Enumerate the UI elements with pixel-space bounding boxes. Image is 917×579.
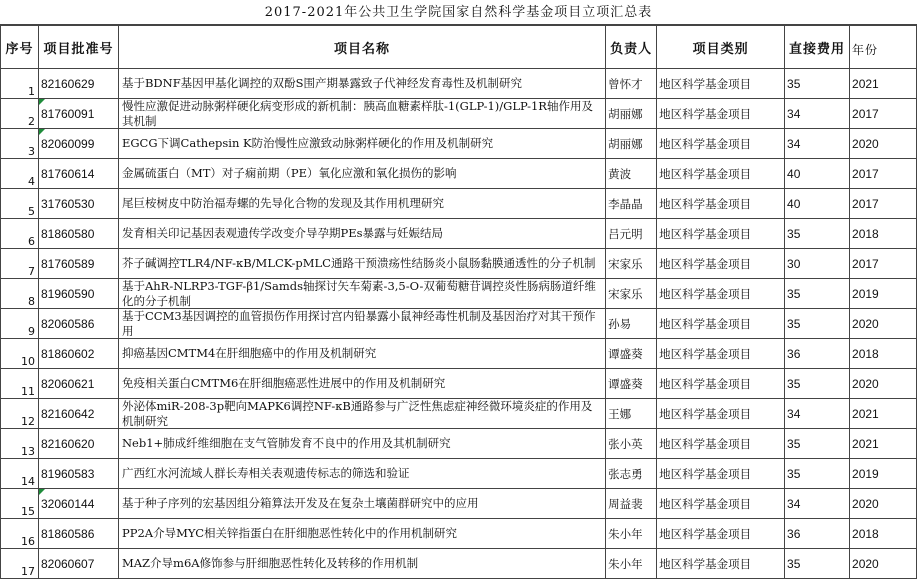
project-number-cell[interactable] xyxy=(38,489,118,519)
row-number-cell[interactable]: 4 xyxy=(1,159,39,189)
table-row xyxy=(1,489,917,519)
project-name-cell[interactable] xyxy=(118,369,605,399)
table-row xyxy=(1,399,917,429)
leader-cell[interactable]: 朱小年 xyxy=(606,519,657,549)
direct-cost-cell[interactable]: 34 xyxy=(785,399,850,429)
table-row xyxy=(1,219,917,249)
leader-cell[interactable]: 朱小年 xyxy=(606,549,657,579)
project-name-cell[interactable] xyxy=(118,279,605,309)
project-name-cell[interactable] xyxy=(118,459,605,489)
header-category[interactable]: 项目类别 xyxy=(657,26,785,69)
project-name-text: EGCG下调Cathepsin K防治慢性应激致动脉粥样硬化的作用及机制研究 xyxy=(121,136,494,150)
table-row xyxy=(1,519,917,549)
leader-cell[interactable]: 谭盛葵 xyxy=(606,369,657,399)
project-number-text: 81860602 xyxy=(40,346,95,361)
table-row xyxy=(1,279,917,309)
row-number-cell[interactable]: 14 xyxy=(1,459,39,489)
leader-cell[interactable]: 曾怀才 xyxy=(606,69,657,99)
row-number-cell[interactable]: 13 xyxy=(1,429,39,459)
project-number-text: 82060099 xyxy=(40,136,95,151)
table-row xyxy=(1,159,917,189)
project-number-cell[interactable] xyxy=(38,249,118,279)
table-row xyxy=(1,249,917,279)
project-number-text: 82160642 xyxy=(40,406,95,421)
project-name-text: MAZ介导m6A修饰参与肝细胞恶性转化及转移的作用机制 xyxy=(121,556,419,570)
row-number-cell[interactable]: 2 xyxy=(1,99,39,129)
project-number-cell[interactable] xyxy=(38,339,118,369)
header-project-name[interactable]: 项目名称 xyxy=(118,26,605,69)
row-number-cell[interactable]: 3 xyxy=(1,129,39,159)
direct-cost-cell[interactable]: 34 xyxy=(785,129,850,159)
project-name-cell[interactable] xyxy=(118,159,605,189)
project-number-cell[interactable] xyxy=(38,369,118,399)
category-cell[interactable]: 地区科学基金项目 xyxy=(657,489,785,519)
direct-cost-cell[interactable]: 35 xyxy=(785,279,850,309)
leader-cell[interactable]: 宋家乐 xyxy=(606,279,657,309)
row-number-cell[interactable]: 1 xyxy=(1,69,39,99)
project-name-cell[interactable] xyxy=(118,519,605,549)
direct-cost-cell[interactable]: 35 xyxy=(785,549,850,579)
leader-cell[interactable]: 谭盛葵 xyxy=(606,339,657,369)
project-name-text: 尾巨桉树皮中防治福寿螺的先导化合物的发现及其作用机理研究 xyxy=(121,196,444,210)
direct-cost-cell[interactable]: 35 xyxy=(785,69,850,99)
project-number-text: 31760530 xyxy=(40,196,95,211)
table-row xyxy=(1,459,917,489)
row-number-cell[interactable]: 16 xyxy=(1,519,39,549)
project-table xyxy=(0,25,917,579)
project-name-cell[interactable] xyxy=(118,339,605,369)
project-number-text: 82160629 xyxy=(40,76,95,91)
project-number-text: 81760091 xyxy=(40,106,95,121)
leader-cell[interactable]: 黄波 xyxy=(606,159,657,189)
year-cell[interactable]: 2020 xyxy=(850,129,917,159)
leader-cell[interactable]: 张志勇 xyxy=(606,459,657,489)
project-number-cell[interactable] xyxy=(38,399,118,429)
leader-cell[interactable]: 王娜 xyxy=(606,399,657,429)
direct-cost-cell[interactable]: 35 xyxy=(785,219,850,249)
table-body xyxy=(1,69,917,579)
project-number-cell[interactable] xyxy=(38,309,118,339)
category-cell[interactable]: 地区科学基金项目 xyxy=(657,549,785,579)
table-row xyxy=(1,429,917,459)
category-cell[interactable]: 地区科学基金项目 xyxy=(657,129,785,159)
project-name-text: 基于AhR-NLRP3-TGF-β1/Samds轴探讨矢车菊素-3,5-O-双葡萄糖苷调控炎性肠病肠道纤维化的分子机制 xyxy=(121,279,596,308)
project-name-text: 芥子碱调控TLR4/NF-κB/MLCK-pMLC通路干预溃疡性结肠炎小鼠肠黏膜通透性的分子机制 xyxy=(121,256,596,270)
project-number-text: 82060621 xyxy=(40,376,95,391)
project-name-cell[interactable] xyxy=(118,249,605,279)
direct-cost-cell[interactable]: 40 xyxy=(785,189,850,219)
table-row xyxy=(1,69,917,99)
project-name-text: 抑癌基因CMTM4在肝细胞癌中的作用及机制研究 xyxy=(121,346,377,360)
project-number-cell[interactable] xyxy=(38,429,118,459)
table-row xyxy=(1,549,917,579)
year-cell[interactable]: 2021 xyxy=(850,69,917,99)
row-number-cell[interactable]: 15 xyxy=(1,489,39,519)
table-row xyxy=(1,369,917,399)
project-number-text: 81960590 xyxy=(40,286,95,301)
direct-cost-cell[interactable]: 30 xyxy=(785,249,850,279)
project-name-text: 外泌体miR-208-3p靶向MAPK6调控NF-κB通路参与广泛性焦虑症神经微环境炎症的作用及机制研究 xyxy=(121,399,593,428)
category-cell[interactable]: 地区科学基金项目 xyxy=(657,459,785,489)
year-cell[interactable]: 2020 xyxy=(850,309,917,339)
header-row xyxy=(1,26,917,69)
project-name-cell[interactable] xyxy=(118,309,605,339)
leader-cell[interactable]: 胡丽娜 xyxy=(606,99,657,129)
header-year[interactable]: 年份 xyxy=(850,26,917,69)
project-number-cell[interactable] xyxy=(38,99,118,129)
year-cell[interactable]: 2018 xyxy=(850,339,917,369)
project-number-text: 82060586 xyxy=(40,316,95,331)
category-cell[interactable]: 地区科学基金项目 xyxy=(657,369,785,399)
cell-marker-icon xyxy=(39,129,45,135)
project-name-text: 基于种子序列的宏基因组分箱算法开发及在复杂土壤菌群研究中的应用 xyxy=(121,496,479,510)
row-number-cell[interactable]: 8 xyxy=(1,279,39,309)
direct-cost-cell[interactable]: 36 xyxy=(785,519,850,549)
category-cell[interactable]: 地区科学基金项目 xyxy=(657,189,785,219)
direct-cost-cell[interactable]: 40 xyxy=(785,159,850,189)
project-name-text: 广西红水河流域人群长寿相关表观遗传标志的筛选和验证 xyxy=(121,466,410,480)
year-cell[interactable]: 2020 xyxy=(850,489,917,519)
project-number-text: 81960583 xyxy=(40,466,95,481)
project-number-cell[interactable] xyxy=(38,459,118,489)
category-cell[interactable]: 地区科学基金项目 xyxy=(657,429,785,459)
direct-cost-cell[interactable]: 36 xyxy=(785,339,850,369)
year-cell[interactable]: 2019 xyxy=(850,279,917,309)
category-cell[interactable]: 地区科学基金项目 xyxy=(657,159,785,189)
year-cell[interactable]: 2020 xyxy=(850,369,917,399)
project-name-cell[interactable] xyxy=(118,219,605,249)
table-row xyxy=(1,309,917,339)
table-row xyxy=(1,129,917,159)
category-cell[interactable]: 地区科学基金项目 xyxy=(657,249,785,279)
direct-cost-cell[interactable]: 35 xyxy=(785,369,850,399)
category-cell[interactable]: 地区科学基金项目 xyxy=(657,69,785,99)
project-name-cell[interactable] xyxy=(118,129,605,159)
cell-marker-icon xyxy=(39,489,45,495)
project-number-text: 82160620 xyxy=(40,436,95,451)
leader-cell[interactable]: 孙易 xyxy=(606,309,657,339)
row-number-cell[interactable]: 6 xyxy=(1,219,39,249)
project-name-text: 基于CCM3基因调控的血管损伤作用探讨宫内铅暴露小鼠神经毒性机制及基因治疗对其干预作用 xyxy=(121,309,596,338)
project-number-cell[interactable] xyxy=(38,519,118,549)
project-name-text: 慢性应激促进动脉粥样硬化病变形成的新机制：胰高血糖素样肽-1(GLP-1)/GLP-1R轴作用及其机制 xyxy=(121,99,593,128)
row-number-cell[interactable]: 17 xyxy=(1,549,39,579)
project-name-text: PP2A介导MYC相关锌指蛋白在肝细胞恶性转化中的作用机制研究 xyxy=(121,526,458,540)
project-name-cell[interactable] xyxy=(118,399,605,429)
project-number-text: 32060144 xyxy=(40,496,95,511)
category-cell[interactable]: 地区科学基金项目 xyxy=(657,309,785,339)
direct-cost-cell[interactable]: 34 xyxy=(785,489,850,519)
project-name-text: Neb1+肺成纤维细胞在支气管肺发育不良中的作用及其机制研究 xyxy=(121,436,451,450)
row-number-cell[interactable]: 10 xyxy=(1,339,39,369)
project-name-text: 金属硫蛋白（MT）对子痫前期（PE）氧化应激和氧化损伤的影响 xyxy=(121,166,457,180)
project-name-cell[interactable] xyxy=(118,99,605,129)
project-number-text: 81760614 xyxy=(40,166,95,181)
table-row xyxy=(1,99,917,129)
category-cell[interactable]: 地区科学基金项目 xyxy=(657,519,785,549)
year-cell[interactable]: 2017 xyxy=(850,99,917,129)
leader-cell[interactable]: 胡丽娜 xyxy=(606,129,657,159)
project-number-cell[interactable] xyxy=(38,219,118,249)
category-cell[interactable]: 地区科学基金项目 xyxy=(657,219,785,249)
table-row xyxy=(1,339,917,369)
year-cell[interactable]: 2018 xyxy=(850,519,917,549)
direct-cost-cell[interactable]: 35 xyxy=(785,309,850,339)
row-number-cell[interactable]: 12 xyxy=(1,399,39,429)
year-cell[interactable]: 2017 xyxy=(850,249,917,279)
project-name-cell[interactable] xyxy=(118,429,605,459)
project-name-text: 基于BDNF基因甲基化调控的双酚S围产期暴露致子代神经发育毒性及机制研究 xyxy=(121,76,523,90)
year-cell[interactable]: 2019 xyxy=(850,459,917,489)
project-number-text: 81860580 xyxy=(40,226,95,241)
header-leader[interactable]: 负责人 xyxy=(606,26,657,69)
project-number-text: 81760589 xyxy=(40,256,95,271)
project-name-text: 免疫相关蛋白CMTM6在肝细胞癌恶性进展中的作用及机制研究 xyxy=(121,376,446,390)
year-cell[interactable]: 2017 xyxy=(850,189,917,219)
year-cell[interactable]: 2020 xyxy=(850,549,917,579)
header-direct-cost[interactable]: 直接费用 xyxy=(785,26,850,69)
cell-marker-icon xyxy=(39,99,45,105)
direct-cost-cell[interactable]: 34 xyxy=(785,99,850,129)
row-number-cell[interactable]: 5 xyxy=(1,189,39,219)
project-name-cell[interactable] xyxy=(118,69,605,99)
project-number-text: 81860586 xyxy=(40,526,95,541)
category-cell[interactable]: 地区科学基金项目 xyxy=(657,339,785,369)
leader-cell[interactable]: 吕元明 xyxy=(606,219,657,249)
category-cell[interactable]: 地区科学基金项目 xyxy=(657,279,785,309)
sheet-title: 2017-2021年公共卫生学院国家自然科学基金项目立项汇总表 xyxy=(0,0,917,25)
project-name-text: 发育相关印记基因表观遗传学改变介导孕期PEs暴露与妊娠结局 xyxy=(121,226,443,240)
leader-cell[interactable]: 宋家乐 xyxy=(606,249,657,279)
project-number-cell[interactable] xyxy=(38,159,118,189)
project-number-cell[interactable] xyxy=(38,549,118,579)
direct-cost-cell[interactable]: 35 xyxy=(785,459,850,489)
year-cell[interactable]: 2017 xyxy=(850,159,917,189)
leader-cell[interactable]: 李晶晶 xyxy=(606,189,657,219)
project-name-cell[interactable] xyxy=(118,189,605,219)
header-no[interactable]: 序号 xyxy=(1,26,39,69)
direct-cost-cell[interactable]: 35 xyxy=(785,429,850,459)
row-number-cell[interactable]: 11 xyxy=(1,369,39,399)
year-cell[interactable]: 2021 xyxy=(850,399,917,429)
category-cell[interactable]: 地区科学基金项目 xyxy=(657,99,785,129)
project-number-text: 82060607 xyxy=(40,556,95,571)
table-row xyxy=(1,189,917,219)
year-cell[interactable]: 2018 xyxy=(850,219,917,249)
category-cell[interactable]: 地区科学基金项目 xyxy=(657,399,785,429)
project-number-cell[interactable] xyxy=(38,189,118,219)
header-project-number[interactable]: 项目批准号 xyxy=(38,26,118,69)
leader-cell[interactable]: 周益裴 xyxy=(606,489,657,519)
row-number-cell[interactable]: 7 xyxy=(1,249,39,279)
project-name-cell[interactable] xyxy=(118,549,605,579)
row-number-cell[interactable]: 9 xyxy=(1,309,39,339)
project-number-cell[interactable] xyxy=(38,279,118,309)
leader-cell[interactable]: 张小英 xyxy=(606,429,657,459)
project-name-cell[interactable] xyxy=(118,489,605,519)
year-cell[interactable]: 2021 xyxy=(850,429,917,459)
project-number-cell[interactable] xyxy=(38,129,118,159)
project-number-cell[interactable] xyxy=(38,69,118,99)
